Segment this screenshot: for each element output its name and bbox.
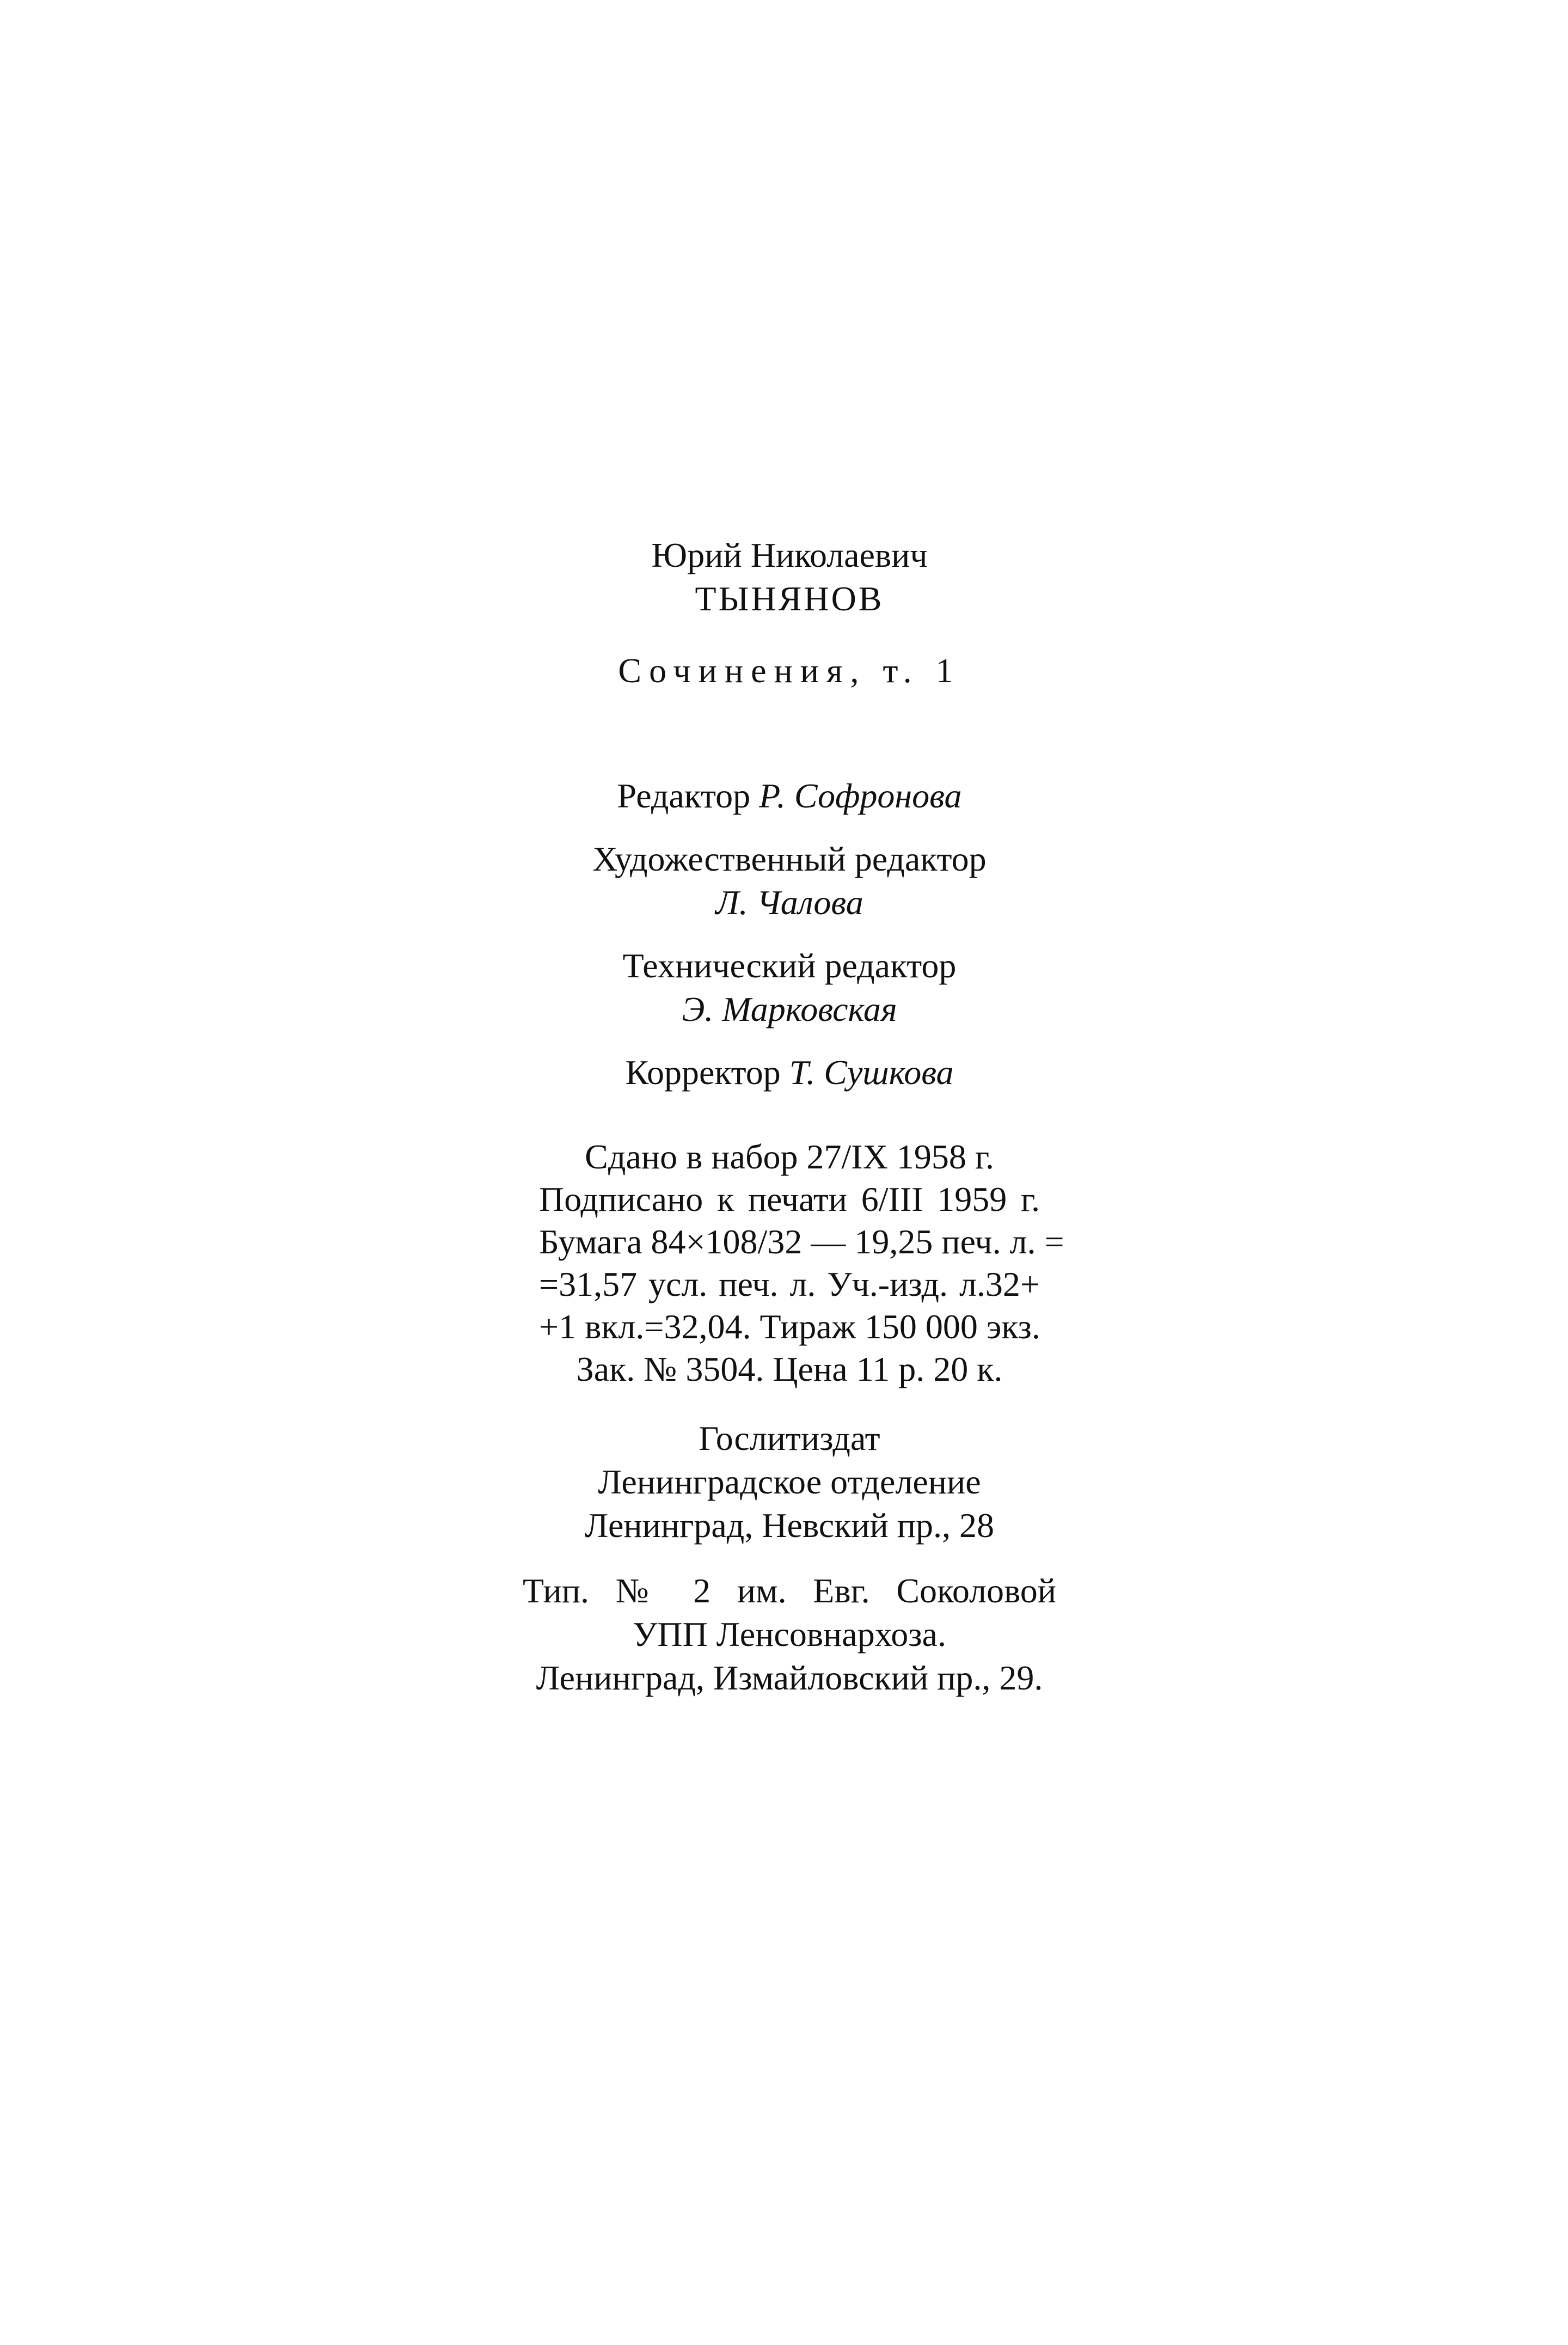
printer-block [523, 1569, 1056, 1700]
print-info-line: +1 вкл.=32,04. Тираж 150 000 экз. [539, 1307, 1040, 1346]
editor-credit [523, 774, 1056, 818]
work-title: Сочинения, т. 1 [618, 651, 961, 690]
tech-editor-name: Э. Марковская [682, 990, 897, 1028]
proofreader-name: Т. Сушкова [789, 1053, 954, 1092]
publisher-name: Гослитиздат [699, 1419, 880, 1458]
publisher-address: Ленинград, Невский пр., 28 [584, 1506, 995, 1545]
editor-name: Р. Софронова [759, 776, 962, 815]
publisher-branch: Ленинградское отделение [598, 1462, 981, 1501]
proofreader-credit [523, 1051, 1056, 1094]
art-editor-credit [523, 837, 1056, 924]
author-block [523, 534, 1056, 693]
publisher-block [523, 1417, 1056, 1547]
author-surname: ТЫНЯНОВ [695, 579, 884, 618]
print-info-line: Бумага 84×108/32 — 19,25 печ. л. = [539, 1222, 1064, 1261]
art-editor-name: Л. Чалова [715, 883, 863, 922]
print-info-line: Зак. № 3504. Цена 11 р. 20 к. [576, 1350, 1003, 1388]
printer-line: Тип. № 2 им. Евг. Соколовой [523, 1571, 1056, 1610]
print-info-line: =31,57 усл. печ. л. Уч.-изд. л.32+ [539, 1265, 1040, 1303]
printer-line: УПП Ленсовнархоза. [633, 1615, 946, 1654]
colophon [523, 534, 1064, 1700]
art-editor-role: Художественный редактор [592, 840, 987, 878]
printer-line: Ленинград, Измайловский пр., 29. [536, 1658, 1043, 1697]
proofreader-role: Корректор [625, 1053, 781, 1092]
print-info-line: Подписано к печати 6/III 1959 г. [539, 1180, 1040, 1219]
editor-role: Редактор [617, 776, 751, 815]
author-name: Юрий Николаевич [651, 536, 928, 574]
tech-editor-role: Технический редактор [622, 946, 957, 985]
print-info-line: Сдано в набор 27/IX 1958 г. [585, 1137, 994, 1176]
credits-block [523, 774, 1056, 1094]
print-info-block [539, 1136, 1064, 1391]
tech-editor-credit [523, 944, 1056, 1031]
